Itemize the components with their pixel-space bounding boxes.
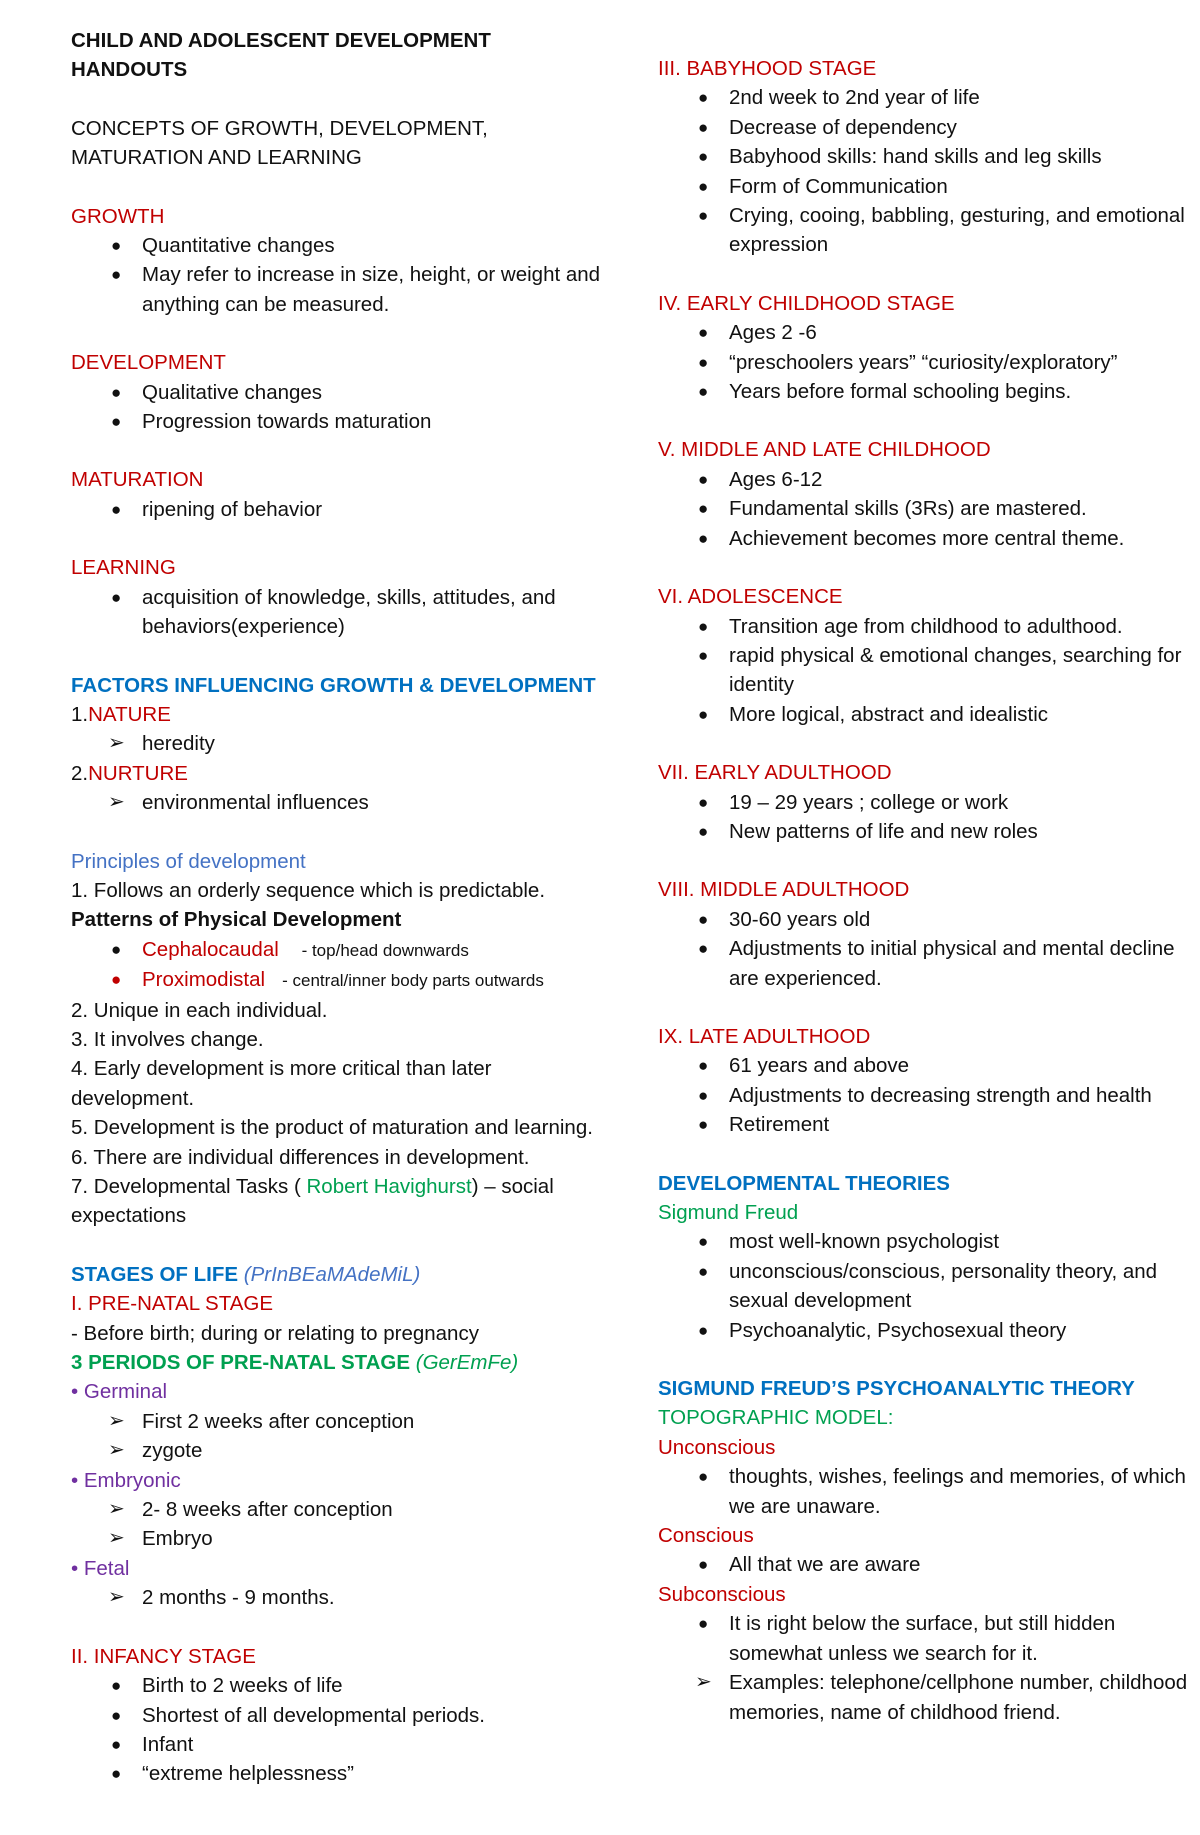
bullet-icon: ● <box>698 528 709 548</box>
list-item: ● Shortest of all developmental periods. <box>71 1701 611 1730</box>
development-list <box>71 378 611 437</box>
list-item: ● Ages 2 -6 <box>658 318 1188 347</box>
list-item: ● “extreme helplessness” <box>71 1759 611 1788</box>
bullet-icon: ● <box>698 469 709 489</box>
late-adulthood-list <box>658 1051 1188 1139</box>
infancy-heading: II. INFANCY STAGE <box>71 1644 256 1668</box>
early-childhood-heading: IV. EARLY CHILDHOOD STAGE <box>658 291 955 315</box>
nurture-label: 2.NURTURE <box>71 761 188 785</box>
arrow-bullet-icon: ➢ <box>108 732 125 755</box>
list-item: ● More logical, abstract and idealistic <box>658 700 1188 729</box>
bullet-icon: ● <box>111 1764 122 1784</box>
bullet-icon: ● <box>698 117 709 137</box>
unconscious-list <box>658 1462 1188 1521</box>
list-item: ● “preschoolers years” “curiosity/exploratory” <box>658 348 1188 377</box>
bullet-icon: ● <box>111 1734 122 1754</box>
list-item: ● Transition age from childhood to adulthood. <box>658 612 1188 641</box>
list-item: ● Crying, cooing, babbling, gesturing, and emotional expression <box>658 201 1188 260</box>
list-item: ● Fundamental skills (3Rs) are mastered. <box>658 494 1188 523</box>
bullet-icon: ● <box>698 1467 709 1487</box>
late-adulthood-heading: IX. LATE ADULTHOOD <box>658 1024 871 1048</box>
list-item: ● It is right below the surface, but still hidden somewhat unless we search for it. <box>658 1609 1188 1668</box>
concepts-title-line2: MATURATION AND LEARNING <box>71 146 362 170</box>
concepts-title-line1: CONCEPTS OF GROWTH, DEVELOPMENT, <box>71 116 488 140</box>
periods-heading: 3 PERIODS OF PRE-NATAL STAGE (GerEmFe) <box>71 1351 519 1375</box>
principle-4: 4. Early development is more critical than later development. <box>71 1057 492 1110</box>
list-item: ● Cephalocaudal - top/head downwards <box>71 935 611 965</box>
list-item: ● Years before formal schooling begins. <box>658 377 1188 406</box>
doc-title-line2: HANDOUTS <box>71 58 188 82</box>
list-item: ● Proximodistal - central/inner body parts outwards <box>71 965 611 995</box>
bullet-icon: • <box>71 1468 84 1492</box>
principle-3: 3. It involves change. <box>71 1027 264 1051</box>
list-item: ● New patterns of life and new roles <box>658 817 1188 846</box>
bullet-icon: ● <box>111 970 122 990</box>
bullet-icon: ● <box>698 792 709 812</box>
adolescence-list <box>658 612 1188 730</box>
bullet-icon: ● <box>698 1614 709 1634</box>
bullet-icon: ● <box>698 821 709 841</box>
patterns-heading: Patterns of Physical Development <box>71 908 402 932</box>
principle-1: 1. Follows an orderly sequence which is predictable. <box>71 878 546 902</box>
list-item: ➢ Embryo <box>71 1524 611 1553</box>
list-item: ● acquisition of knowledge, skills, attitudes, and behaviors(experience) <box>71 583 611 642</box>
bullet-icon: ● <box>111 939 122 959</box>
bullet-icon: ● <box>698 1320 709 1340</box>
fetal-label: • Fetal <box>71 1556 130 1580</box>
prenatal-desc: - Before birth; during or relating to pregnancy <box>71 1321 479 1345</box>
list-item: ● Progression towards maturation <box>71 407 611 436</box>
list-item: ● Ages 6-12 <box>658 465 1188 494</box>
early-adulthood-list <box>658 788 1188 847</box>
list-item: ● Retirement <box>658 1110 1188 1139</box>
bullet-icon: ● <box>698 1232 709 1252</box>
psychoanalytic-heading: SIGMUND FREUD’S PSYCHOANALYTIC THEORY <box>658 1377 1135 1401</box>
subconscious-list <box>658 1609 1188 1727</box>
growth-heading: GROWTH <box>71 204 165 228</box>
list-item: ➢ heredity <box>71 729 611 758</box>
development-heading: DEVELOPMENT <box>71 351 226 375</box>
list-item: ● 19 – 29 years ; college or work <box>658 788 1188 817</box>
factors-heading: FACTORS INFLUENCING GROWTH & DEVELOPMENT <box>71 673 596 697</box>
principle-7: 7. Developmental Tasks ( Robert Havighurst) – social expectations <box>71 1175 554 1228</box>
list-item: ● thoughts, wishes, feelings and memories, of which we are unaware. <box>658 1462 1188 1521</box>
list-item: ➢ First 2 weeks after conception <box>71 1407 611 1436</box>
germinal-list <box>71 1407 611 1466</box>
bullet-icon: ● <box>111 265 122 285</box>
list-item: ➢ Examples: telephone/cellphone number, childhood memories, name of childhood friend. <box>658 1668 1188 1727</box>
list-item: ● Adjustments to initial physical and mental decline are experienced. <box>658 934 1188 993</box>
bullet-icon: ● <box>111 587 122 607</box>
early-adulthood-heading: VII. EARLY ADULTHOOD <box>658 761 892 785</box>
conscious-list <box>658 1550 1188 1579</box>
middle-late-childhood-list <box>658 465 1188 553</box>
list-item: ● Psychoanalytic, Psychosexual theory <box>658 1316 1188 1345</box>
arrow-bullet-icon: ➢ <box>108 1498 125 1521</box>
bullet-icon: ● <box>698 1261 709 1281</box>
bullet-icon: ● <box>698 909 709 929</box>
fetal-list <box>71 1583 611 1612</box>
bullet-icon: ● <box>698 352 709 372</box>
bullet-icon: ● <box>111 499 122 519</box>
arrow-bullet-icon: ➢ <box>108 1586 125 1609</box>
bullet-icon: ● <box>698 499 709 519</box>
bullet-icon: ● <box>698 939 709 959</box>
list-item: ● All that we are aware <box>658 1550 1188 1579</box>
bullet-icon: • <box>71 1556 84 1580</box>
nature-label: 1.NATURE <box>71 702 171 726</box>
arrow-bullet-icon: ➢ <box>108 1409 125 1432</box>
list-item: ➢ 2- 8 weeks after conception <box>71 1495 611 1524</box>
bullet-icon: ● <box>111 236 122 256</box>
principles-heading: Principles of development <box>71 849 306 873</box>
bullet-icon: ● <box>698 1115 709 1135</box>
conscious-heading: Conscious <box>658 1524 754 1548</box>
list-item: ● 61 years and above <box>658 1051 1188 1080</box>
middle-adulthood-heading: VIII. MIDDLE ADULTHOOD <box>658 878 910 902</box>
nurture-list <box>71 788 611 817</box>
list-item: ● Decrease of dependency <box>658 113 1188 142</box>
nature-list <box>71 729 611 758</box>
arrow-bullet-icon: ➢ <box>695 1671 712 1694</box>
left-column <box>71 26 611 1789</box>
list-item: ● Babyhood skills: hand skills and leg skills <box>658 142 1188 171</box>
freud-list <box>658 1227 1188 1345</box>
bullet-icon: • <box>71 1380 84 1404</box>
arrow-bullet-icon: ➢ <box>108 1527 125 1550</box>
stages-heading: STAGES OF LIFE (PrInBEaMAdeMiL) <box>71 1262 421 1286</box>
growth-list <box>71 231 611 319</box>
list-item: ● most well-known psychologist <box>658 1227 1188 1256</box>
bullet-icon: ● <box>698 1056 709 1076</box>
list-item: ➢ environmental influences <box>71 788 611 817</box>
topographic-model-heading: TOPOGRAPHIC MODEL: <box>658 1406 894 1430</box>
list-item: ● Form of Communication <box>658 172 1188 201</box>
adolescence-heading: VI. ADOLESCENCE <box>658 585 843 609</box>
infancy-list <box>71 1671 611 1789</box>
list-item: ● rapid physical & emotional changes, searching for identity <box>658 641 1188 700</box>
principle-5: 5. Development is the product of maturation and learning. <box>71 1116 593 1140</box>
right-column <box>658 54 1188 1727</box>
bullet-icon: ● <box>698 206 709 226</box>
list-item: ● Infant <box>71 1730 611 1759</box>
bullet-icon: ● <box>698 88 709 108</box>
middle-adulthood-list <box>658 905 1188 993</box>
early-childhood-list <box>658 318 1188 406</box>
bullet-icon: ● <box>698 616 709 636</box>
subconscious-heading: Subconscious <box>658 1582 786 1606</box>
embryonic-label: • Embryonic <box>71 1468 181 1492</box>
freud-heading: Sigmund Freud <box>658 1201 799 1224</box>
bullet-icon: ● <box>698 1085 709 1105</box>
embryonic-list <box>71 1495 611 1554</box>
bullet-icon: ● <box>698 704 709 724</box>
bullet-icon: ● <box>111 382 122 402</box>
list-item: ● May refer to increase in size, height, or weight and anything can be measured. <box>71 260 611 319</box>
arrow-bullet-icon: ➢ <box>108 791 125 814</box>
list-item: ● Qualitative changes <box>71 378 611 407</box>
learning-list <box>71 583 611 642</box>
germinal-label: • Germinal <box>71 1380 168 1404</box>
list-item: ● Achievement becomes more central theme. <box>658 524 1188 553</box>
patterns-list <box>71 935 611 996</box>
bullet-icon: ● <box>111 412 122 432</box>
principle-2: 2. Unique in each individual. <box>71 998 328 1022</box>
list-item: ➢ 2 months - 9 months. <box>71 1583 611 1612</box>
bullet-icon: ● <box>698 645 709 665</box>
theories-heading: DEVELOPMENTAL THEORIES <box>658 1171 950 1195</box>
bullet-icon: ● <box>111 1705 122 1725</box>
maturation-list <box>71 495 611 524</box>
unconscious-heading: Unconscious <box>658 1435 776 1459</box>
doc-title-line1: CHILD AND ADOLESCENT DEVELOPMENT <box>71 29 491 52</box>
bullet-icon: ● <box>698 382 709 402</box>
prenatal-heading: I. PRE-NATAL STAGE <box>71 1292 273 1316</box>
middle-late-childhood-heading: V. MIDDLE AND LATE CHILDHOOD <box>658 438 991 462</box>
list-item: ● 30-60 years old <box>658 905 1188 934</box>
bullet-icon: ● <box>698 1555 709 1575</box>
list-item: ● Birth to 2 weeks of life <box>71 1671 611 1700</box>
list-item: ➢ zygote <box>71 1436 611 1465</box>
list-item: ● ripening of behavior <box>71 495 611 524</box>
babyhood-list <box>658 83 1188 259</box>
list-item: ● 2nd week to 2nd year of life <box>658 83 1188 112</box>
list-item: ● Adjustments to decreasing strength and health <box>658 1081 1188 1110</box>
arrow-bullet-icon: ➢ <box>108 1439 125 1462</box>
bullet-icon: ● <box>698 323 709 343</box>
bullet-icon: ● <box>698 147 709 167</box>
bullet-icon: ● <box>698 176 709 196</box>
bullet-icon: ● <box>111 1676 122 1696</box>
learning-heading: LEARNING <box>71 556 176 580</box>
maturation-heading: MATURATION <box>71 468 204 492</box>
list-item: ● Quantitative changes <box>71 231 611 260</box>
principle-6: 6. There are individual differences in development. <box>71 1145 530 1169</box>
list-item: ● unconscious/conscious, personality theory, and sexual development <box>658 1257 1188 1316</box>
babyhood-heading: III. BABYHOOD STAGE <box>658 57 877 80</box>
